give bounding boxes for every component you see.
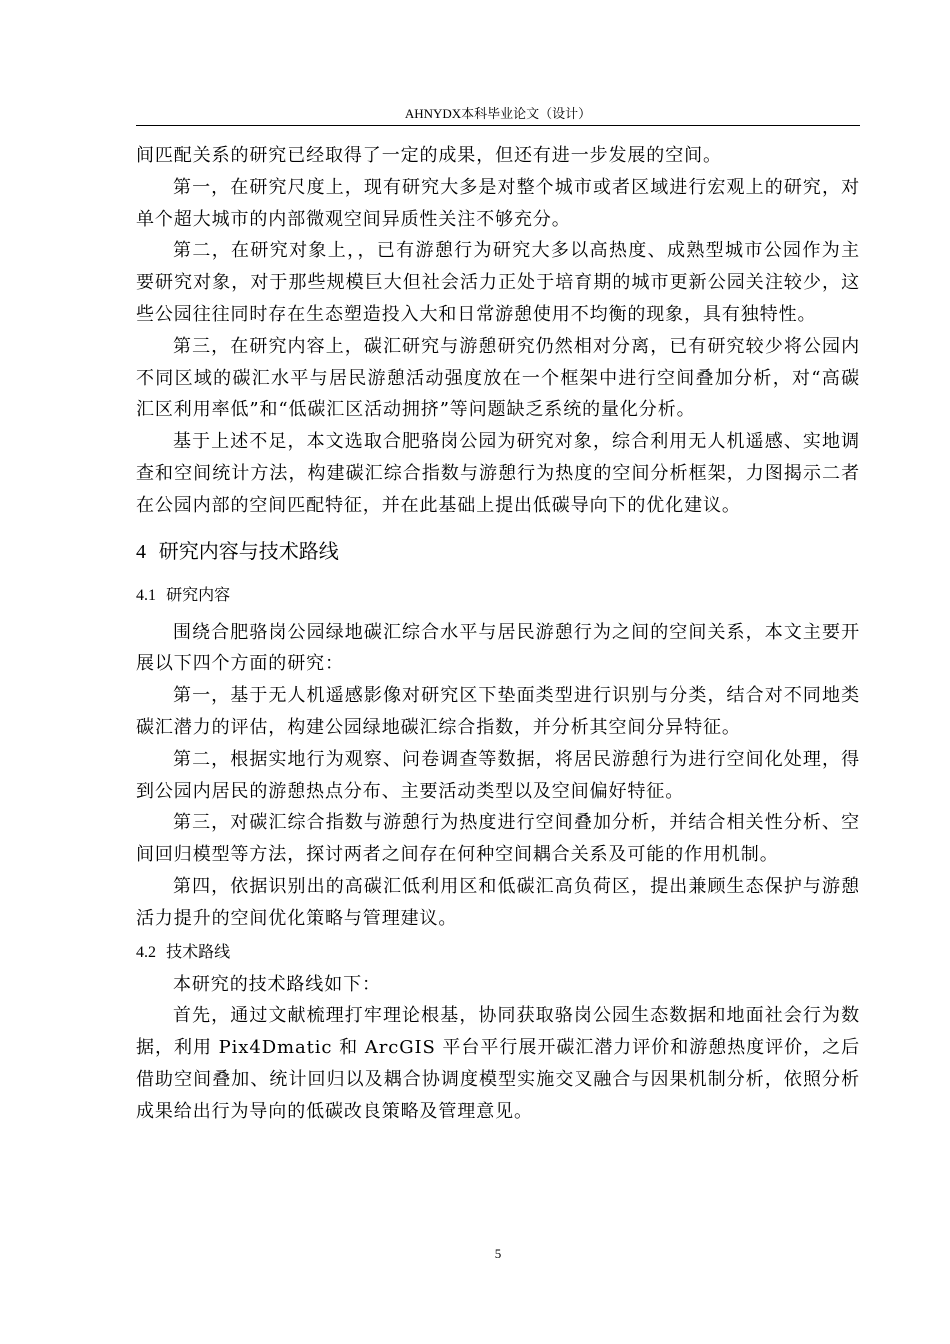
paragraph: 第三，对碳汇综合指数与游憩行为热度进行空间叠加分析，并结合相关性分析、空间回归模型等方法，探讨两者之间存在何种空间耦合关系及可能的作用机制。 <box>136 812 860 866</box>
subsection-heading-4-2 <box>136 935 860 969</box>
subsection-number: 4.1 <box>136 586 156 604</box>
paragraph: 本研究的技术路线如下： <box>173 973 381 995</box>
running-header: AHNYDX本科毕业论文（设计） <box>404 106 592 121</box>
section-title: 研究内容与技术路线 <box>158 538 339 563</box>
paragraph: 第二，在研究对象上，，已有游憩行为研究大多以高热度、成熟型城市公园作为主要研究对象，对于那些规模巨大但社会活力正处于培育期的城市更新公园关注较少，这些公园往往同时存在生态塑造投入大和日常游憩使用不均衡的现象，具有独特性。 <box>136 240 860 325</box>
paragraph: 基于上述不足，本文选取合肥骆岗公园为研究对象，综合利用无人机遥感、实地调查和空间统计方法，构建碳汇综合指数与游憩行为热度的空间分析框架，力图揭示二者在公园内部的空间匹配特征，并在此基础上提出低碳导向下的优化建议。 <box>136 431 860 516</box>
paragraph: 第四，依据识别出的高碳汇低利用区和低碳汇高负荷区，提出兼顾生态保护与游憩活力提升的空间优化策略与管理建议。 <box>136 875 860 929</box>
paragraph: 首先，通过文献梳理打牢理论根基，协同获取骆岗公园生态数据和地面社会行为数据，利用 Pix4Dmatic 和 ArcGIS 平台平行展开碳汇潜力评价和游憩热度评价，之后借助空间叠加、统计回归以及耦合协调度模型实施交叉融合与因果机制分析，依照分析成果给出行为导向的低碳改良策略及管理意见。 <box>136 1005 860 1122</box>
subsection-title: 技术路线 <box>166 941 231 961</box>
paragraph: 第三，在研究内容上，碳汇研究与游憩研究仍然相对分离，已有研究较少将公园内不同区域的碳汇水平与居民游憩活动强度放在一个框架中进行空间叠加分析，对“高碳汇区利用率低”和“低碳汇区活动拥挤”等问题缺乏系统的量化分析。 <box>136 335 860 421</box>
header-rule <box>136 125 860 126</box>
paragraph: 第二，根据实地行为观察、问卷调查等数据，将居民游憩行为进行空间化处理，得到公园内居民的游憩热点分布、主要活动类型以及空间偏好特征。 <box>136 748 860 802</box>
section-heading-4 <box>136 536 860 567</box>
subsection-heading-4-1 <box>136 578 860 612</box>
paragraph: 第一，在研究尺度上，现有研究大多是对整个城市或者区域进行宏观上的研究，对单个超大城市的内部微观空间异质性关注不够充分。 <box>136 176 860 230</box>
subsection-number: 4.2 <box>136 943 156 961</box>
subsection-title: 研究内容 <box>166 584 231 604</box>
paragraph: 围绕合肥骆岗公园绿地碳汇综合水平与居民游憩行为之间的空间关系，本文主要开展以下四个方面的研究： <box>136 621 860 675</box>
section-number: 4 <box>136 540 146 563</box>
body-text <box>136 140 860 1128</box>
paragraph: 第一，基于无人机遥感影像对研究区下垫面类型进行识别与分类，结合对不同地类碳汇潜力的评估，构建公园绿地碳汇综合指数，并分析其空间分异特征。 <box>136 685 860 738</box>
paragraph-continuation: 间匹配关系的研究已经取得了一定的成果，但还有进一步发展的空间。 <box>136 145 722 166</box>
page-number: 5 <box>494 1246 502 1261</box>
